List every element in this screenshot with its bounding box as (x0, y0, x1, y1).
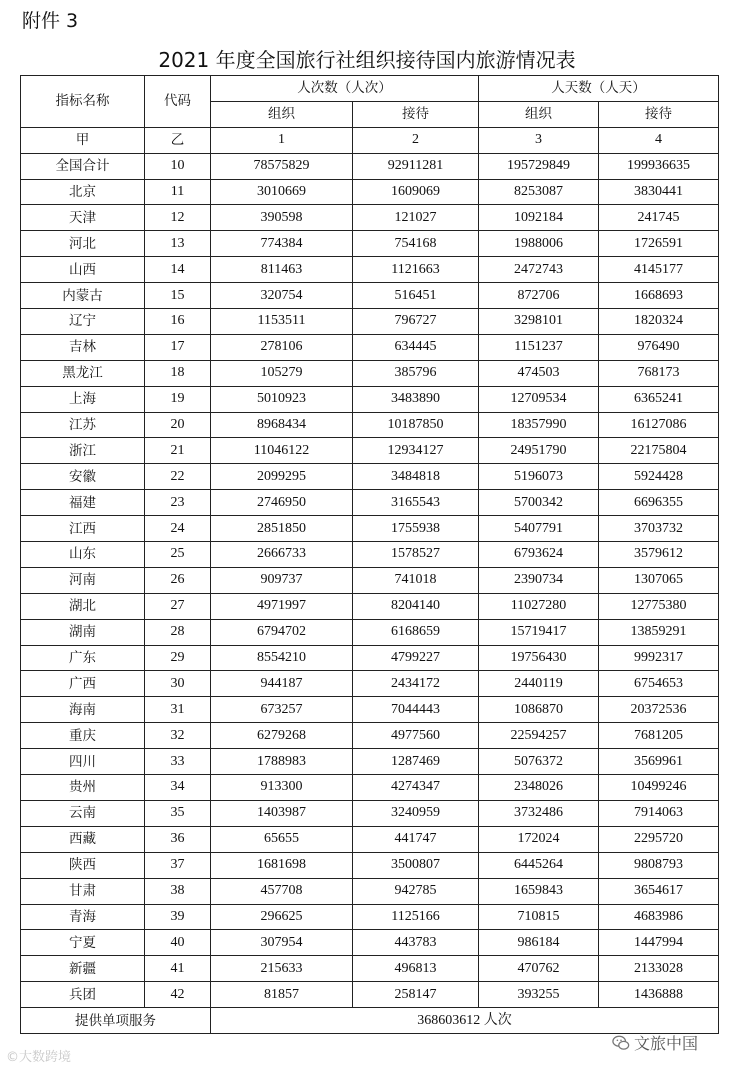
value-cell: 258147 (353, 982, 479, 1008)
value-cell: 393255 (479, 982, 599, 1008)
table-row (21, 800, 719, 826)
table-row (21, 956, 719, 982)
value-cell: 3500807 (353, 852, 479, 878)
value-cell: 2472743 (479, 257, 599, 283)
value-cell: 1609069 (353, 179, 479, 205)
region-name: 河南 (21, 567, 145, 593)
value-cell: 796727 (353, 309, 479, 335)
value-cell: 1086870 (479, 697, 599, 723)
region-code: 28 (145, 619, 211, 645)
value-cell: 443783 (353, 930, 479, 956)
region-code: 32 (145, 723, 211, 749)
value-cell: 1659843 (479, 878, 599, 904)
value-cell: 199936635 (599, 153, 719, 179)
region-name: 宁夏 (21, 930, 145, 956)
header-code: 代码 (145, 76, 211, 128)
value-cell: 11027280 (479, 593, 599, 619)
value-cell: 1153511 (211, 309, 353, 335)
value-cell: 390598 (211, 205, 353, 231)
table-row (21, 309, 719, 335)
value-cell: 2746950 (211, 490, 353, 516)
region-name: 广西 (21, 671, 145, 697)
value-cell: 470762 (479, 956, 599, 982)
region-name: 江苏 (21, 412, 145, 438)
value-cell: 1755938 (353, 516, 479, 542)
value-cell: 4799227 (353, 645, 479, 671)
page-title: 2021 年度全国旅行社组织接待国内旅游情况表 (158, 48, 576, 72)
value-cell: 215633 (211, 956, 353, 982)
value-cell: 1578527 (353, 542, 479, 568)
region-name: 吉林 (21, 334, 145, 360)
table-row (21, 878, 719, 904)
region-name: 山东 (21, 542, 145, 568)
value-cell: 6696355 (599, 490, 719, 516)
value-cell: 4683986 (599, 904, 719, 930)
value-cell: 278106 (211, 334, 353, 360)
value-cell: 8554210 (211, 645, 353, 671)
table-row (21, 334, 719, 360)
table-row (21, 542, 719, 568)
region-code: 25 (145, 542, 211, 568)
value-cell: 320754 (211, 283, 353, 309)
region-code: 38 (145, 878, 211, 904)
value-cell: 5196073 (479, 464, 599, 490)
value-cell: 4971997 (211, 593, 353, 619)
table-row (21, 516, 719, 542)
region-name: 兵团 (21, 982, 145, 1008)
table-row (21, 671, 719, 697)
value-cell: 7681205 (599, 723, 719, 749)
value-cell: 1125166 (353, 904, 479, 930)
index-row (21, 127, 719, 153)
value-cell: 3484818 (353, 464, 479, 490)
value-cell: 1447994 (599, 930, 719, 956)
value-cell: 3654617 (599, 878, 719, 904)
index-cell: 乙 (145, 127, 211, 153)
region-code: 22 (145, 464, 211, 490)
region-name: 新疆 (21, 956, 145, 982)
value-cell: 5700342 (479, 490, 599, 516)
region-code: 33 (145, 749, 211, 775)
value-cell: 78575829 (211, 153, 353, 179)
value-cell: 3010669 (211, 179, 353, 205)
region-name: 陕西 (21, 852, 145, 878)
region-name: 山西 (21, 257, 145, 283)
value-cell: 8253087 (479, 179, 599, 205)
value-cell: 6365241 (599, 386, 719, 412)
region-code: 39 (145, 904, 211, 930)
region-code: 34 (145, 775, 211, 801)
value-cell: 1820324 (599, 309, 719, 335)
value-cell: 92911281 (353, 153, 479, 179)
value-cell: 4274347 (353, 775, 479, 801)
value-cell: 1092184 (479, 205, 599, 231)
region-code: 41 (145, 956, 211, 982)
value-cell: 3830441 (599, 179, 719, 205)
value-cell: 516451 (353, 283, 479, 309)
value-cell: 2390734 (479, 567, 599, 593)
value-cell: 3703732 (599, 516, 719, 542)
region-code: 40 (145, 930, 211, 956)
table-row (21, 567, 719, 593)
index-cell: 3 (479, 127, 599, 153)
region-code: 20 (145, 412, 211, 438)
table-row (21, 749, 719, 775)
region-name: 云南 (21, 800, 145, 826)
table-row (21, 412, 719, 438)
region-name: 河北 (21, 231, 145, 257)
table-row (21, 438, 719, 464)
region-code: 21 (145, 438, 211, 464)
table-row (21, 257, 719, 283)
region-code: 12 (145, 205, 211, 231)
value-cell: 172024 (479, 826, 599, 852)
value-cell: 6794702 (211, 619, 353, 645)
value-cell: 2666733 (211, 542, 353, 568)
value-cell: 12934127 (353, 438, 479, 464)
value-cell: 1726591 (599, 231, 719, 257)
value-cell: 1681698 (211, 852, 353, 878)
value-cell: 1151237 (479, 334, 599, 360)
value-cell: 24951790 (479, 438, 599, 464)
value-cell: 121027 (353, 205, 479, 231)
value-cell: 2440119 (479, 671, 599, 697)
value-cell: 2434172 (353, 671, 479, 697)
footer-row (21, 1008, 719, 1034)
header-person-days: 人天数（人天） (479, 76, 719, 102)
value-cell: 474503 (479, 360, 599, 386)
region-code: 14 (145, 257, 211, 283)
value-cell: 307954 (211, 930, 353, 956)
value-cell: 11046122 (211, 438, 353, 464)
value-cell: 6445264 (479, 852, 599, 878)
region-code: 19 (145, 386, 211, 412)
value-cell: 811463 (211, 257, 353, 283)
index-cell: 1 (211, 127, 353, 153)
table-row (21, 723, 719, 749)
index-cell: 甲 (21, 127, 145, 153)
value-cell: 6168659 (353, 619, 479, 645)
watermark-left: ©大数跨境 (6, 1050, 72, 1065)
value-cell: 3579612 (599, 542, 719, 568)
table-row (21, 826, 719, 852)
region-name: 福建 (21, 490, 145, 516)
table-row (21, 490, 719, 516)
value-cell: 768173 (599, 360, 719, 386)
region-code: 30 (145, 671, 211, 697)
value-cell: 385796 (353, 360, 479, 386)
value-cell: 5407791 (479, 516, 599, 542)
region-name: 贵州 (21, 775, 145, 801)
value-cell: 944187 (211, 671, 353, 697)
watermark-right-text: 文旅中国 (634, 1034, 699, 1053)
value-cell: 2348026 (479, 775, 599, 801)
region-code: 36 (145, 826, 211, 852)
region-name: 青海 (21, 904, 145, 930)
region-name: 四川 (21, 749, 145, 775)
value-cell: 3240959 (353, 800, 479, 826)
value-cell: 296625 (211, 904, 353, 930)
region-name: 北京 (21, 179, 145, 205)
region-code: 18 (145, 360, 211, 386)
value-cell: 2295720 (599, 826, 719, 852)
footer-label: 提供单项服务 (21, 1008, 211, 1034)
table-row (21, 283, 719, 309)
region-name: 湖南 (21, 619, 145, 645)
region-code: 31 (145, 697, 211, 723)
table-row (21, 930, 719, 956)
region-code: 11 (145, 179, 211, 205)
value-cell: 4977560 (353, 723, 479, 749)
table-row (21, 153, 719, 179)
region-name: 西藏 (21, 826, 145, 852)
table-row (21, 619, 719, 645)
table-row (21, 775, 719, 801)
value-cell: 16127086 (599, 412, 719, 438)
region-name: 甘肃 (21, 878, 145, 904)
region-name: 江西 (21, 516, 145, 542)
value-cell: 5010923 (211, 386, 353, 412)
table-row (21, 205, 719, 231)
table-row (21, 231, 719, 257)
value-cell: 909737 (211, 567, 353, 593)
region-name: 重庆 (21, 723, 145, 749)
value-cell: 3569961 (599, 749, 719, 775)
region-code: 27 (145, 593, 211, 619)
table-row (21, 697, 719, 723)
region-code: 13 (145, 231, 211, 257)
value-cell: 710815 (479, 904, 599, 930)
region-code: 10 (145, 153, 211, 179)
value-cell: 6279268 (211, 723, 353, 749)
value-cell: 634445 (353, 334, 479, 360)
value-cell: 5924428 (599, 464, 719, 490)
value-cell: 3483890 (353, 386, 479, 412)
value-cell: 872706 (479, 283, 599, 309)
region-code: 16 (145, 309, 211, 335)
region-name: 安徽 (21, 464, 145, 490)
value-cell: 2099295 (211, 464, 353, 490)
header-times-receive: 接待 (353, 101, 479, 127)
value-cell: 1307065 (599, 567, 719, 593)
value-cell: 9808793 (599, 852, 719, 878)
region-name: 天津 (21, 205, 145, 231)
attachment-label: 附件 3 (22, 10, 79, 32)
value-cell: 8204140 (353, 593, 479, 619)
region-name: 湖北 (21, 593, 145, 619)
value-cell: 1287469 (353, 749, 479, 775)
value-cell: 6754653 (599, 671, 719, 697)
value-cell: 673257 (211, 697, 353, 723)
value-cell: 65655 (211, 826, 353, 852)
value-cell: 2851850 (211, 516, 353, 542)
value-cell: 1988006 (479, 231, 599, 257)
value-cell: 1403987 (211, 800, 353, 826)
region-name: 黑龙江 (21, 360, 145, 386)
value-cell: 986184 (479, 930, 599, 956)
value-cell: 741018 (353, 567, 479, 593)
value-cell: 457708 (211, 878, 353, 904)
value-cell: 81857 (211, 982, 353, 1008)
value-cell: 4145177 (599, 257, 719, 283)
header-days-receive: 接待 (599, 101, 719, 127)
region-code: 23 (145, 490, 211, 516)
region-name: 辽宁 (21, 309, 145, 335)
value-cell: 7914063 (599, 800, 719, 826)
value-cell: 10187850 (353, 412, 479, 438)
value-cell: 105279 (211, 360, 353, 386)
region-code: 42 (145, 982, 211, 1008)
tourism-table (20, 75, 719, 1034)
header-person-times: 人次数（人次） (211, 76, 479, 102)
value-cell: 441747 (353, 826, 479, 852)
region-code: 35 (145, 800, 211, 826)
table-row (21, 645, 719, 671)
table-row (21, 904, 719, 930)
value-cell: 22594257 (479, 723, 599, 749)
value-cell: 12709534 (479, 386, 599, 412)
value-cell: 2133028 (599, 956, 719, 982)
table-row (21, 852, 719, 878)
value-cell: 9992317 (599, 645, 719, 671)
index-cell: 2 (353, 127, 479, 153)
value-cell: 10499246 (599, 775, 719, 801)
value-cell: 15719417 (479, 619, 599, 645)
index-cell: 4 (599, 127, 719, 153)
value-cell: 1121663 (353, 257, 479, 283)
footer-value: 368603612 人次 (211, 1008, 719, 1034)
value-cell: 913300 (211, 775, 353, 801)
table-body (21, 153, 719, 1007)
value-cell: 496813 (353, 956, 479, 982)
value-cell: 1436888 (599, 982, 719, 1008)
value-cell: 6793624 (479, 542, 599, 568)
value-cell: 754168 (353, 231, 479, 257)
region-name: 全国合计 (21, 153, 145, 179)
value-cell: 976490 (599, 334, 719, 360)
value-cell: 3298101 (479, 309, 599, 335)
value-cell: 7044443 (353, 697, 479, 723)
value-cell: 774384 (211, 231, 353, 257)
region-name: 广东 (21, 645, 145, 671)
table-header (21, 76, 719, 154)
wechat-icon (612, 1034, 630, 1052)
region-code: 37 (145, 852, 211, 878)
table-row (21, 982, 719, 1008)
region-code: 26 (145, 567, 211, 593)
region-name: 海南 (21, 697, 145, 723)
value-cell: 8968434 (211, 412, 353, 438)
value-cell: 5076372 (479, 749, 599, 775)
region-code: 17 (145, 334, 211, 360)
table-row (21, 593, 719, 619)
header-times-organize: 组织 (211, 101, 353, 127)
value-cell: 241745 (599, 205, 719, 231)
value-cell: 3165543 (353, 490, 479, 516)
watermark-right (612, 1031, 698, 1054)
header-indicator: 指标名称 (21, 76, 145, 128)
region-code: 24 (145, 516, 211, 542)
value-cell: 22175804 (599, 438, 719, 464)
value-cell: 12775380 (599, 593, 719, 619)
region-code: 29 (145, 645, 211, 671)
value-cell: 13859291 (599, 619, 719, 645)
value-cell: 3732486 (479, 800, 599, 826)
value-cell: 20372536 (599, 697, 719, 723)
table-row (21, 179, 719, 205)
value-cell: 1668693 (599, 283, 719, 309)
value-cell: 18357990 (479, 412, 599, 438)
table-row (21, 360, 719, 386)
header-days-organize: 组织 (479, 101, 599, 127)
region-name: 内蒙古 (21, 283, 145, 309)
region-name: 浙江 (21, 438, 145, 464)
table-row (21, 386, 719, 412)
value-cell: 942785 (353, 878, 479, 904)
value-cell: 1788983 (211, 749, 353, 775)
region-name: 上海 (21, 386, 145, 412)
value-cell: 19756430 (479, 645, 599, 671)
value-cell: 195729849 (479, 153, 599, 179)
table-row (21, 464, 719, 490)
region-code: 15 (145, 283, 211, 309)
